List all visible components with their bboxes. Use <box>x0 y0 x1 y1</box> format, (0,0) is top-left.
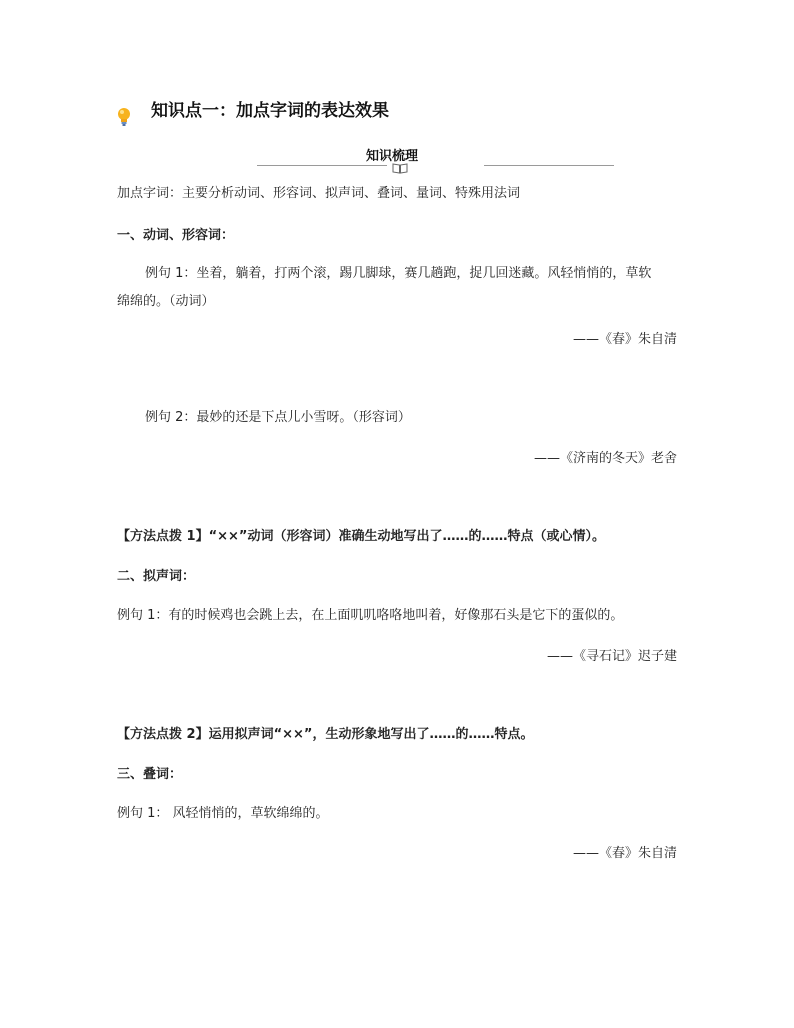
part1-example2-source: ——《济南的冬天》老舍 <box>533 451 677 466</box>
intro-text: 加点字词：主要分析动词、形容词、拟声词、叠词、量词、特殊用法词 <box>117 186 521 201</box>
part3-heading: 三、叠词： <box>117 767 183 782</box>
section-rule-right <box>484 165 614 166</box>
part1-example1-line2: 绵绵的。（动词） <box>117 294 215 309</box>
part1-example1-source: ——《春》朱自清 <box>572 332 677 347</box>
part1-example1-line1: 例句 1：坐着，躺着，打两个滚，踢几脚球，赛几趟跑，捉几回迷藏。风轻悄悄的，草软 <box>145 266 652 281</box>
part2-example1-source: ——《寻石记》迟子建 <box>546 649 677 664</box>
open-book-icon <box>392 162 408 174</box>
part3-example1: 例句 1： 风轻悄悄的，草软绵绵的。 <box>117 806 329 821</box>
part2-example1: 例句 1：有的时候鸡也会跳上去，在上面叽叽咯咯地叫着，好像那石头是它下的蛋似的。 <box>117 608 624 623</box>
method-tip-1: 【方法点拨 1】“××”动词（形容词）准确生动地写出了……的……特点（或心情）。 <box>117 529 605 544</box>
method-tip-2: 【方法点拨 2】运用拟声词“××”，生动形象地写出了……的……特点。 <box>117 727 534 742</box>
page-title: 知识点一：加点字词的表达效果 <box>151 101 389 121</box>
part1-example2: 例句 2：最妙的还是下点儿小雪呀。（形容词） <box>145 410 411 425</box>
part3-example1-source: ——《春》朱自清 <box>572 846 677 861</box>
lightbulb-icon <box>117 107 131 127</box>
part2-heading: 二、拟声词： <box>117 569 196 584</box>
section-title: 知识梳理 <box>366 149 419 164</box>
part1-heading: 一、动词、形容词： <box>117 228 235 243</box>
